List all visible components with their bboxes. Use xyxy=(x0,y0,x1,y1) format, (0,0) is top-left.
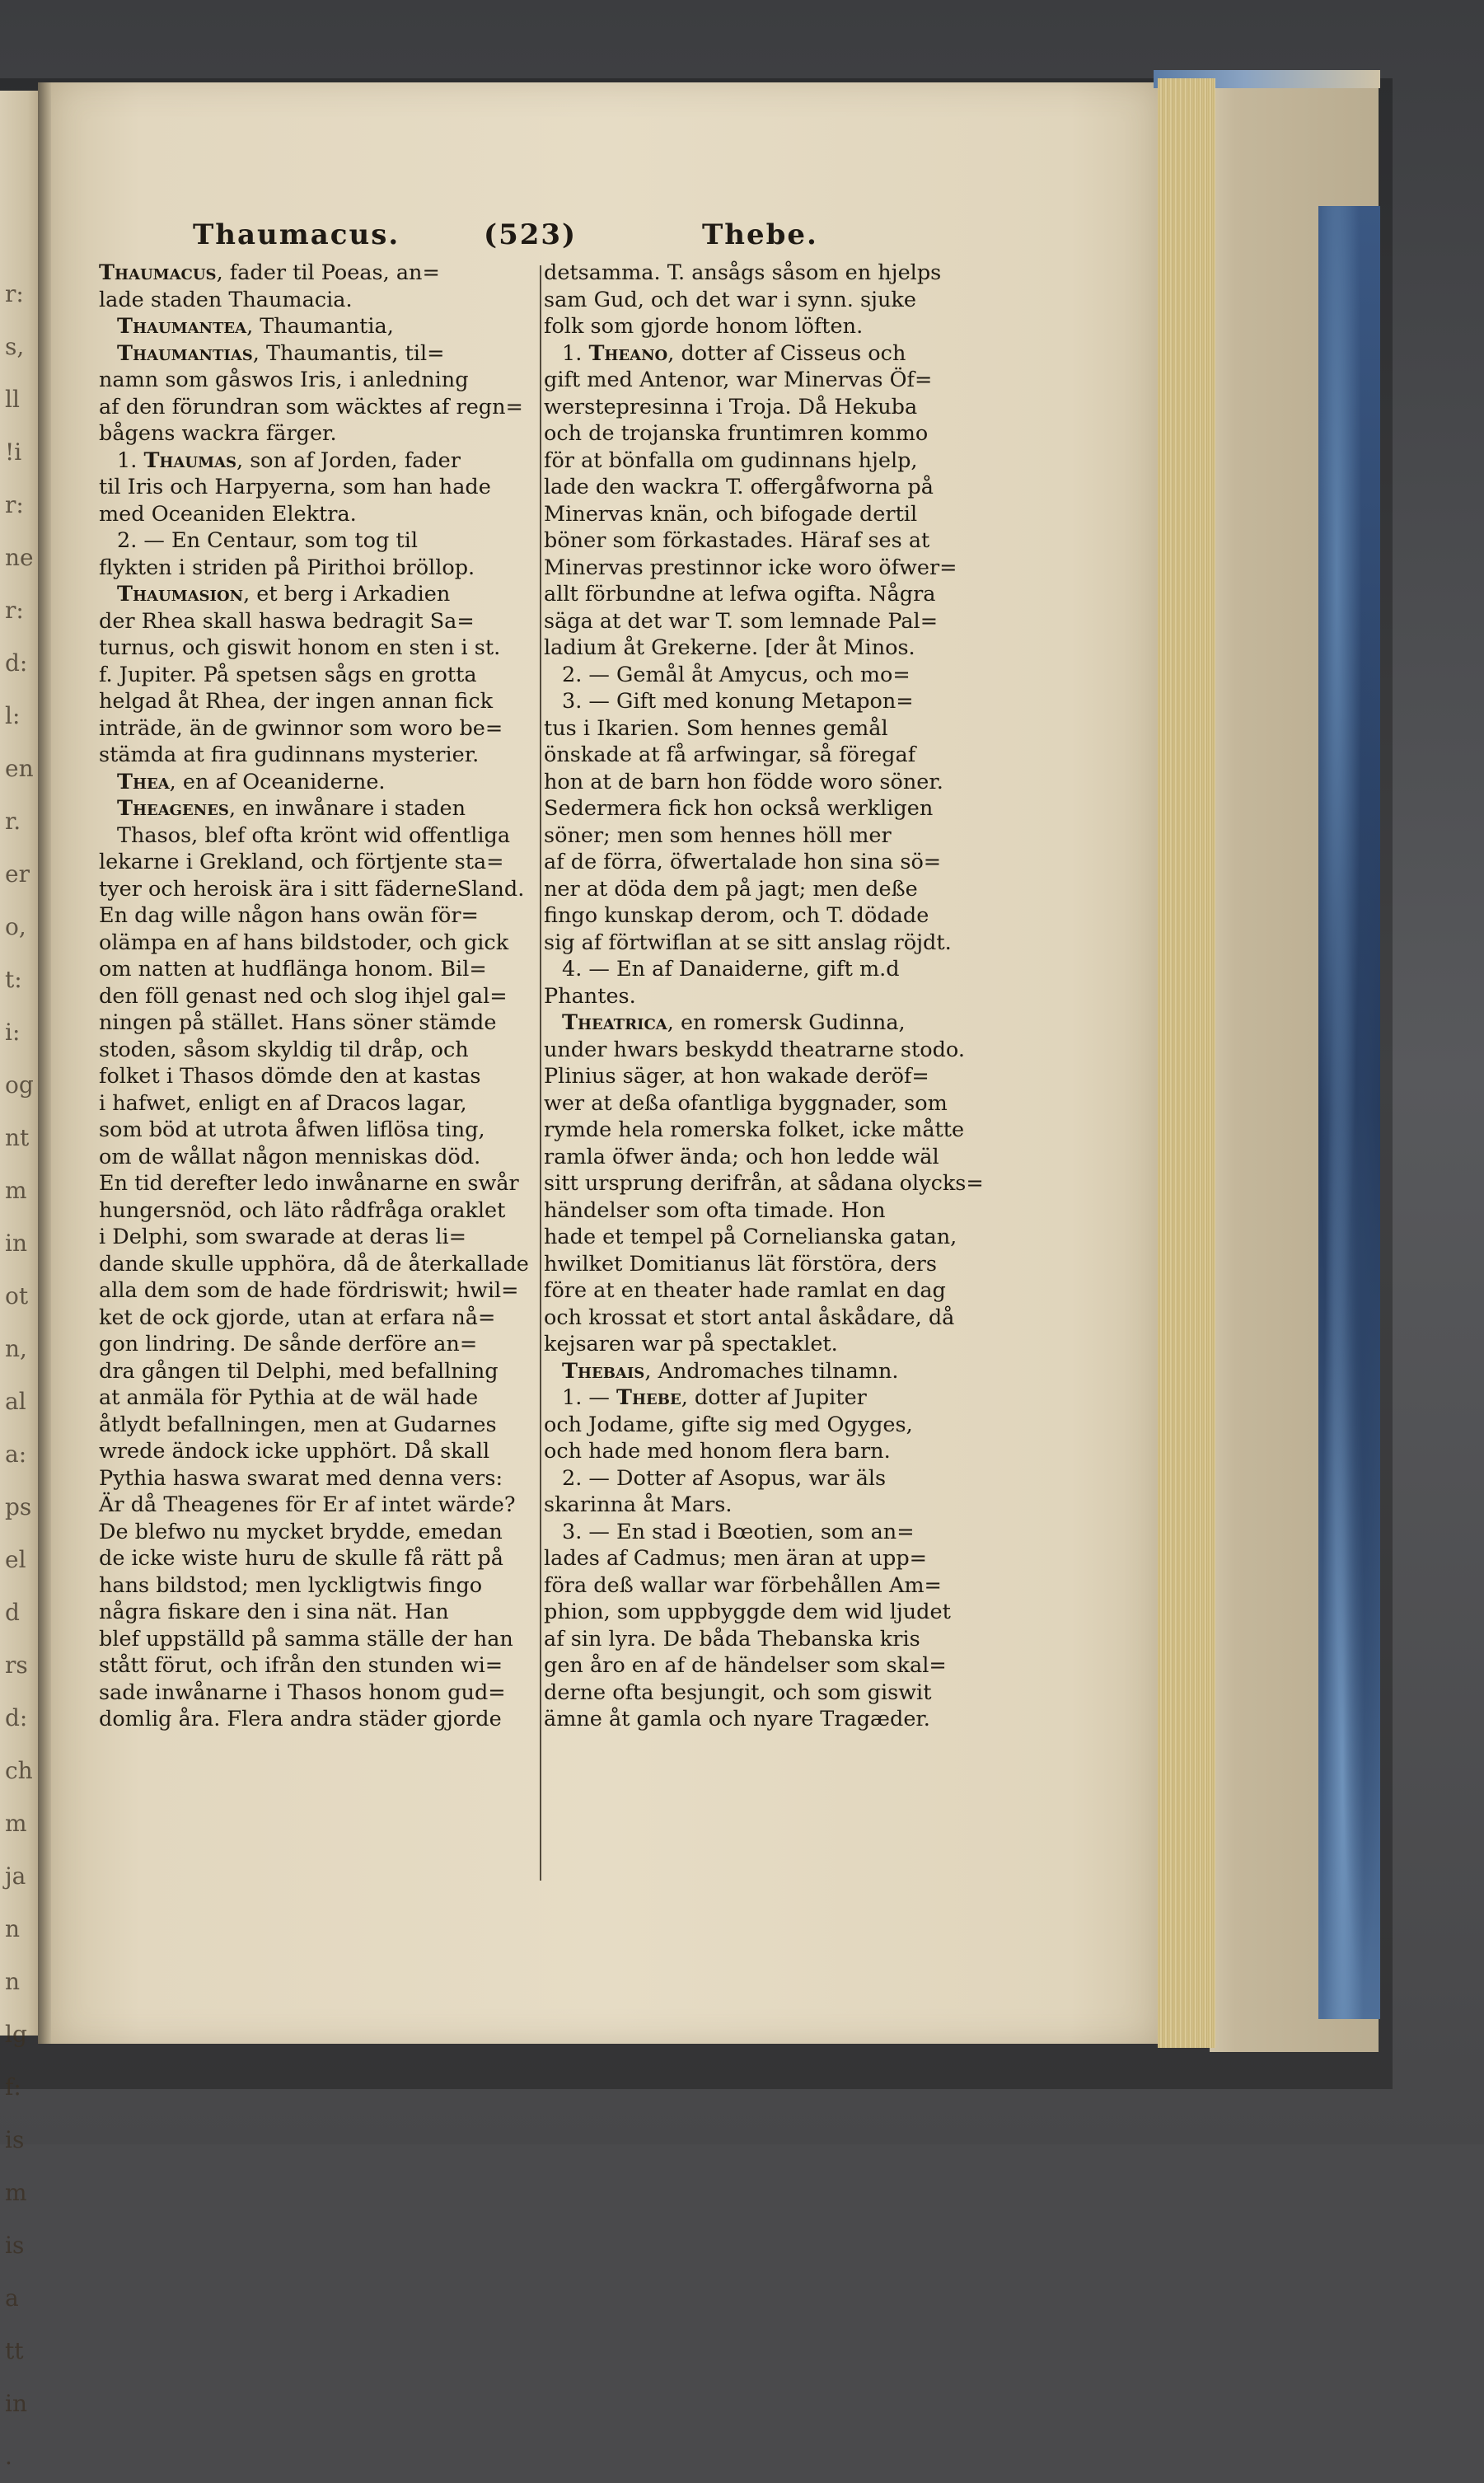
left-margin-fragment: n, xyxy=(5,1335,27,1362)
right-column-line: Sedermera fick hon också werkligen xyxy=(544,796,934,821)
left-column-line: hungersnöd, och läto rådfråga oraklet xyxy=(99,1197,506,1223)
headword: Thaumacus xyxy=(99,260,217,285)
right-column-line: fingo kunskap derom, och T. dödade xyxy=(544,903,929,928)
right-column-line: och krossat et stort antal åskådare, då xyxy=(544,1305,955,1330)
right-column-line: rymde hela romerska folket, icke måtte xyxy=(544,1117,965,1142)
left-column-line: der Rhea skall haswa bedragit Sa= xyxy=(99,608,475,634)
right-column-line: för at bönfalla om gudinnans hjelp, xyxy=(544,447,918,473)
right-column-line: sig af förtwiflan at se sitt anslag röjdt. xyxy=(544,930,952,955)
left-margin-fragment: m xyxy=(5,2179,27,2206)
left-column-line: Pythia haswa swarat med denna vers: xyxy=(99,1465,503,1491)
left-column-line: lekarne i Grekland, och förtjente sta= xyxy=(99,850,504,874)
right-column-line: Theatrica, en romersk Gudinna, xyxy=(562,1010,906,1035)
left-column-line: som böd at utrota åfwen liflösa ting, xyxy=(99,1117,485,1142)
right-column-line: sam Gud, och det war i synn. sjuke xyxy=(544,287,916,312)
right-column-line: Plinius säger, at hon wakade deröf= xyxy=(544,1064,929,1089)
left-column-line: i hafwet, enligt en af Dracos lagar, xyxy=(99,1090,467,1116)
left-margin-fragment: !i xyxy=(5,438,22,466)
right-column-line: 4. — En af Danaiderne, gift m.d xyxy=(562,957,900,981)
left-column-line: 1. Thaumas, son af Jorden, fader xyxy=(117,447,461,473)
left-margin-fragment: a xyxy=(5,2284,19,2312)
left-margin-fragment: el xyxy=(5,1546,26,1573)
left-margin-fragment: d xyxy=(5,1599,20,1626)
left-margin-fragment: er xyxy=(5,860,30,888)
left-column-line: folket i Thasos dömde den at kastas xyxy=(99,1064,481,1089)
right-column-line: 2. — Dotter af Asopus, war äls xyxy=(562,1465,887,1491)
left-column-line: dra gången til Delphi, med befallning xyxy=(99,1358,499,1384)
left-column-line: flykten i striden på Pirithoi bröllop. xyxy=(99,555,475,580)
left-column-line: Thaumacus, fader til Poeas, an= xyxy=(99,260,440,285)
right-column-line: föra deß wallar war förbehållen Am= xyxy=(544,1572,942,1598)
left-column-line: wrede ändock icke upphört. Då skall xyxy=(99,1439,490,1464)
left-column-line: En dag wille någon hans owän för= xyxy=(99,903,479,928)
left-margin-fragment: nt xyxy=(5,1124,30,1151)
right-column-line: folk som gjorde honom löften. xyxy=(544,314,864,339)
right-column-line: wer at deßa ofantliga byggnader, som xyxy=(544,1090,948,1116)
left-column-line: domlig åra. Flera andra städer gjorde xyxy=(99,1707,502,1731)
right-column xyxy=(544,260,984,1733)
marbled-cover xyxy=(1318,206,1380,2019)
right-column-line: 1. Theano, dotter af Cisseus och xyxy=(562,340,906,366)
left-column-line: några fiskare den i sina nät. Han xyxy=(99,1600,449,1624)
right-column-line: detsamma. T. ansågs såsom en hjelps xyxy=(544,260,942,285)
right-column-line: Thebais, Andromaches tilnamn. xyxy=(562,1358,899,1384)
left-margin-fragment: is xyxy=(5,2126,25,2153)
left-margin-fragment: m xyxy=(5,1177,27,1204)
left-margin-fragment: i: xyxy=(5,1019,21,1046)
left-column-line: inträde, än de gwinnor som woro be= xyxy=(99,715,503,741)
page-number: (523) xyxy=(484,218,578,251)
right-column-line: hon at de barn hon födde woro söner. xyxy=(544,769,943,794)
left-margin-fragment: s, xyxy=(5,333,25,360)
headword: Thaumas xyxy=(143,447,236,473)
left-column-line: lade staden Thaumacia. xyxy=(99,287,353,312)
left-column-line: stoden, såsom skyldig til dråp, och xyxy=(99,1037,469,1062)
left-margin-fragment: ja xyxy=(5,1862,26,1890)
left-margin-fragment: d: xyxy=(5,649,28,677)
running-head-right: Thebe. xyxy=(702,218,818,251)
right-column-line: Minervas prestinnor icke woro öfwer= xyxy=(544,555,957,580)
left-column-line: den föll genast ned och slog ihjel gal= xyxy=(99,983,508,1009)
headword: Thaumantea xyxy=(117,314,247,339)
headword: Thaumantias xyxy=(117,340,253,366)
right-column-line: tus i Ikarien. Som hennes gemål xyxy=(544,715,888,741)
headword: Theatrica xyxy=(562,1010,667,1035)
left-margin-fragment: ch xyxy=(5,1757,33,1784)
right-column-line: hwilket Domitianus lät förstöra, ders xyxy=(544,1251,937,1277)
headword: Thaumasion xyxy=(117,582,244,607)
right-column-line: ladium åt Grekerne. [der åt Minos. xyxy=(544,635,915,660)
left-margin-fragment: n xyxy=(5,1915,21,1942)
right-column-line: och de trojanska fruntimren kommo xyxy=(544,421,929,446)
left-column-line: åtlydt befallningen, men at Gudarnes xyxy=(99,1412,497,1437)
right-column-line: phion, som uppbyggde dem wid ljudet xyxy=(544,1600,951,1624)
right-column-line: före at en theater hade ramlat en dag xyxy=(544,1278,946,1303)
right-column-line: 3. — Gift med konung Metapon= xyxy=(562,689,914,714)
left-margin-fragment: ps xyxy=(5,1493,32,1520)
left-margin-fragment: . xyxy=(5,2443,12,2470)
left-margin-fragment: is xyxy=(5,2232,25,2259)
left-column-line: hans bildstod; men lyckligtwis fingo xyxy=(99,1572,483,1598)
left-column-line: de icke wiste huru de skulle få rätt på xyxy=(99,1546,503,1571)
left-margin-fragment: rs xyxy=(5,1651,28,1679)
left-margin-fragment: ll xyxy=(5,386,20,413)
right-column-line: säga at det war T. som lemnade Pal= xyxy=(544,608,939,634)
right-column-line: och Jodame, gifte sig med Ogyges, xyxy=(544,1412,913,1437)
left-column-line: namn som gåswos Iris, i anledning xyxy=(99,368,469,392)
left-margin-fragment: a: xyxy=(5,1441,27,1468)
left-column-line: sade inwånarne i Thasos honom gud= xyxy=(99,1680,506,1705)
left-column-line: bågens wackra färger. xyxy=(99,421,337,446)
running-head-left: Thaumacus. xyxy=(193,218,400,251)
headword: Thea xyxy=(117,769,170,794)
left-column-line: ket de ock gjorde, utan at erfara nå= xyxy=(99,1305,496,1330)
left-margin-fragment: o, xyxy=(5,913,26,940)
left-margin-fragment: l: xyxy=(5,702,21,729)
right-column-line: ner at döda dem på jagt; men deße xyxy=(544,876,918,902)
left-column-line: alla dem som de hade fördriswit; hwil= xyxy=(99,1278,519,1303)
headword: Theagenes xyxy=(117,796,229,821)
left-column-line: 2. — En Centaur, som tog til xyxy=(117,528,418,553)
left-column-line: Thaumasion, et berg i Arkadien xyxy=(117,582,451,607)
left-column-line: tyer och heroisk ära i sitt fäderneSland. xyxy=(99,876,525,902)
right-column-line: kejsaren war på spectaklet. xyxy=(544,1332,838,1356)
left-column-line: f. Jupiter. På spetsen sågs en grotta xyxy=(99,662,477,687)
left-column-line: af den förundran som wäcktes af regn= xyxy=(99,394,523,419)
right-column-line: 3. — En stad i Bœotien, som an= xyxy=(562,1519,915,1544)
right-column-line: gift med Antenor, war Minervas Öf= xyxy=(544,368,933,392)
headword: Thebe xyxy=(616,1385,681,1410)
headword: Thebais xyxy=(562,1358,645,1384)
left-column-line: at anmäla för Pythia at de wäl hade xyxy=(99,1385,479,1410)
right-column-line: söner; men som hennes höll mer xyxy=(544,822,892,848)
page-edges xyxy=(1158,78,1215,2048)
left-margin-fragment: r. xyxy=(5,808,21,835)
left-column-line: Theagenes, en inwånare i staden xyxy=(117,796,466,821)
right-column-line: Minervas knän, och bifogade dertil xyxy=(544,501,918,527)
left-column-line: stämda at fira gudinnans mysterier. xyxy=(99,743,480,767)
running-head xyxy=(51,210,1159,251)
right-column-line: hade et tempel på Cornelianska gatan, xyxy=(544,1225,957,1249)
right-column-line: ramla öfwer ända; och hon ledde wäl xyxy=(544,1144,939,1169)
right-column-line: 1. — Thebe, dotter af Jupiter xyxy=(562,1385,867,1410)
left-column-line: Thaumantea, Thaumantia, xyxy=(117,314,394,339)
column-divider xyxy=(540,265,541,1881)
left-margin-fragment: r: xyxy=(5,280,24,307)
right-column-line: böner som förkastades. Häraf ses at xyxy=(544,528,930,553)
right-column-line: Phantes. xyxy=(544,983,636,1009)
left-column-line: olämpa en af hans bildstoder, och gick xyxy=(99,930,509,955)
left-column-line: helgad åt Rhea, der ingen annan fick xyxy=(99,689,494,714)
right-column-line: under hwars beskydd theatrarne stodo. xyxy=(544,1037,965,1062)
left-column-line: Thaumantias, Thaumantis, til= xyxy=(117,340,445,366)
headword: Theano xyxy=(588,340,668,366)
left-column-line: Thea, en af Oceaniderne. xyxy=(117,769,386,794)
right-column-line: lades af Cadmus; men äran at upp= xyxy=(544,1546,928,1571)
right-column-line: lade den wackra T. offergåfworna på xyxy=(544,475,934,499)
right-column-line: skarinna åt Mars. xyxy=(544,1492,733,1517)
left-column-line: De blefwo nu mycket brydde, emedan xyxy=(99,1519,503,1544)
left-margin-fragment: ne xyxy=(5,544,34,571)
left-column-line: Thasos, blef ofta krönt wid offentliga xyxy=(117,822,511,848)
left-margin-fragment: og xyxy=(5,1071,34,1099)
right-column-line: ämne åt gamla och nyare Tragæder. xyxy=(544,1707,930,1731)
left-page-edge xyxy=(0,91,40,2470)
left-margin-fragment: ot xyxy=(5,1282,29,1309)
left-column-line: ningen på stället. Hans söner stämde xyxy=(99,1010,497,1035)
left-column-line: blef uppställd på samma ställe der han xyxy=(99,1626,513,1651)
left-column-line: med Oceaniden Elektra. xyxy=(99,501,357,527)
left-margin-fragment: al xyxy=(5,1388,26,1415)
right-column-line: och hade med honom flera barn. xyxy=(544,1439,891,1464)
left-margin-fragment: t: xyxy=(5,966,22,993)
left-margin-fragment: f: xyxy=(5,2073,21,2101)
left-margin-fragment: r: xyxy=(5,491,24,518)
left-column-line: turnus, och giswit honom en sten i st. xyxy=(99,635,501,660)
left-column-line: stått förut, och ifrån den stunden wi= xyxy=(99,1653,503,1678)
left-column-line: i Delphi, som swarade at deras li= xyxy=(99,1225,467,1249)
right-column-line: 2. — Gemål åt Amycus, och mo= xyxy=(562,662,911,687)
left-column-line: dande skulle upphöra, då de återkallade xyxy=(99,1251,529,1277)
left-margin-fragment: n xyxy=(5,1968,21,1995)
left-margin-fragment: r: xyxy=(5,597,24,624)
right-column-line: allt förbundne at lefwa ogifta. Några xyxy=(544,582,936,607)
right-column-line: af de förra, öfwertalade hon sina sö= xyxy=(544,850,942,874)
left-column-line: om natten at hudflänga honom. Bil= xyxy=(99,957,487,981)
right-column-line: önskade at få arfwingar, så föregaf xyxy=(544,743,916,767)
left-margin-fragment: lg xyxy=(5,2021,27,2048)
right-column-line: sitt ursprung derifrån, at sådana olycks= xyxy=(544,1171,984,1196)
left-margin-fragment: en xyxy=(5,755,34,782)
left-column-line: gon lindring. De sånde derföre an= xyxy=(99,1332,478,1356)
left-column xyxy=(99,260,536,1733)
right-column-line: af sin lyra. De båda Thebanska kris xyxy=(544,1626,920,1651)
left-margin-fragment: in xyxy=(5,2390,27,2417)
left-margin-fragments xyxy=(5,268,40,2483)
right-column-line: derne ofta besjungit, och som giswit xyxy=(544,1680,932,1705)
left-column-line: til Iris och Harpyerna, som han hade xyxy=(99,475,491,499)
right-column-line: händelser som ofta timade. Hon xyxy=(544,1197,886,1223)
right-column-line: werstepresinna i Troja. Då Hekuba xyxy=(544,394,918,419)
left-column-line: om de wållat någon menniskas död. xyxy=(99,1144,481,1169)
left-column-line: En tid derefter ledo inwånarne en swår xyxy=(99,1171,519,1196)
left-margin-fragment: in xyxy=(5,1230,27,1257)
left-margin-fragment: tt xyxy=(5,2337,24,2364)
left-margin-fragment: d: xyxy=(5,1704,28,1731)
left-margin-fragment: m xyxy=(5,1810,27,1837)
right-column-line: gen åro en af de händelser som skal= xyxy=(544,1653,947,1678)
left-column-line: Är då Theagenes för Er af intet wärde? xyxy=(99,1492,516,1517)
